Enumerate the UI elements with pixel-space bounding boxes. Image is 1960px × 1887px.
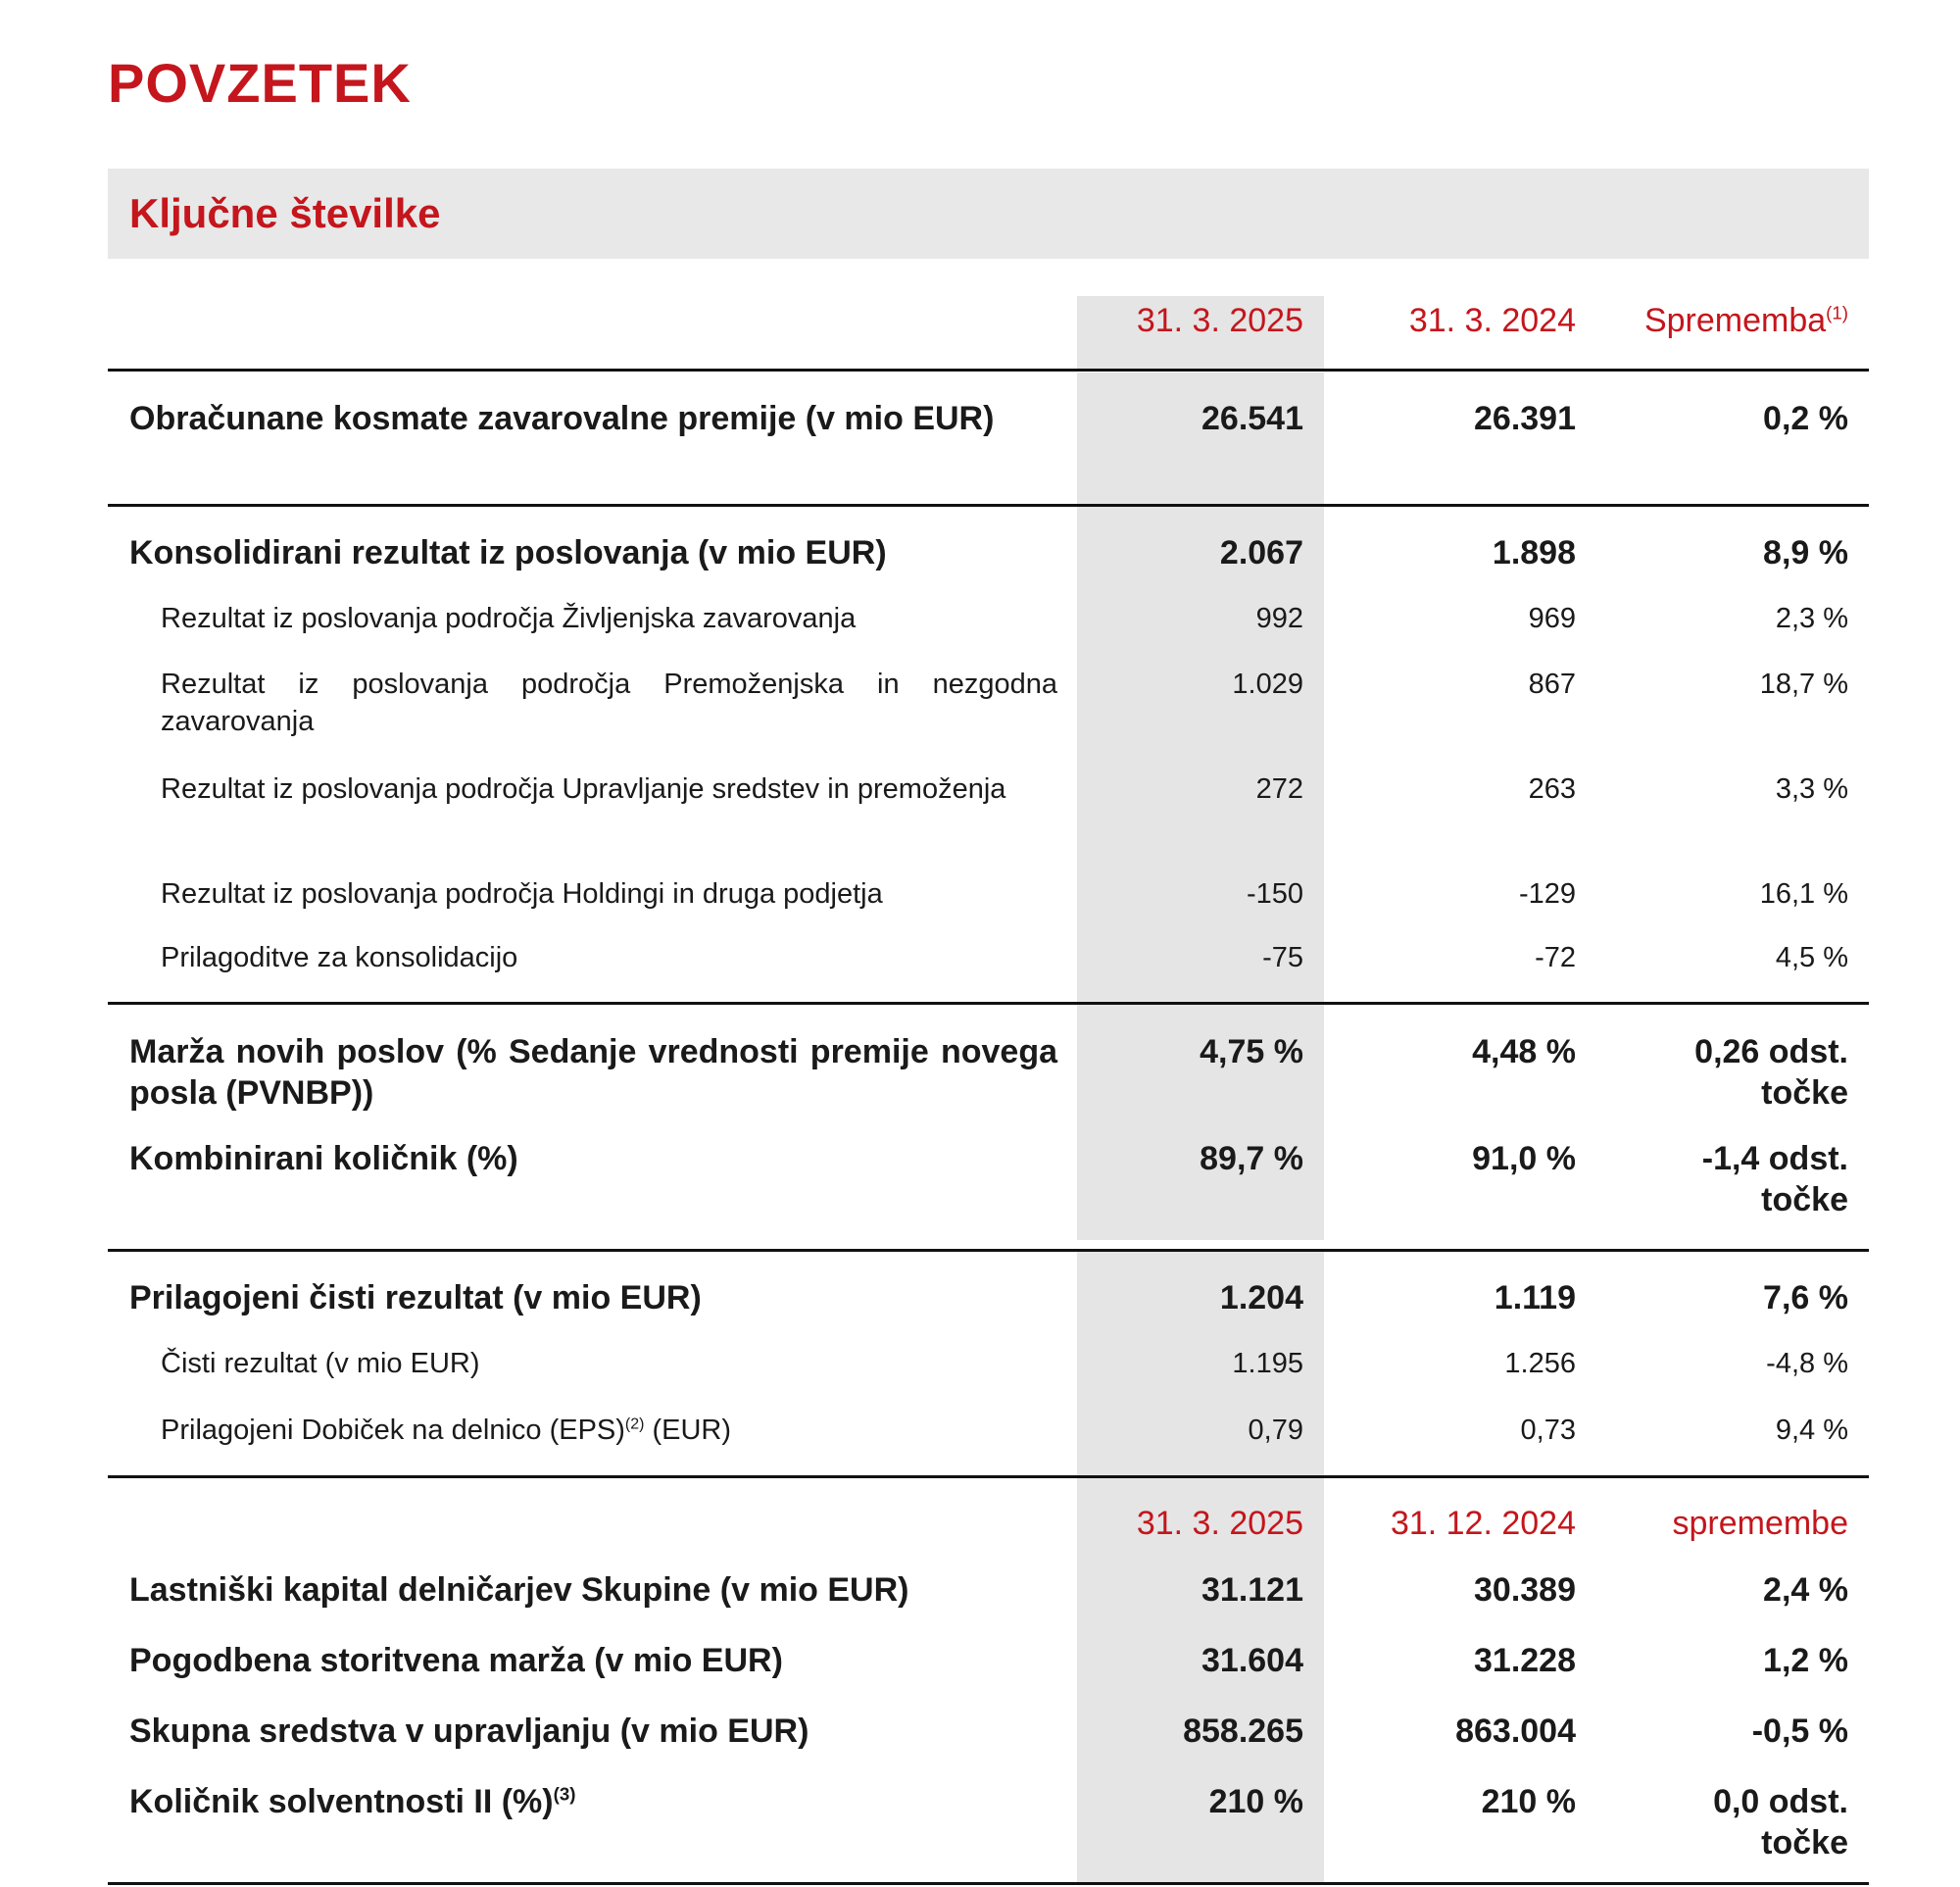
value-2024: 969	[1528, 603, 1576, 634]
value-current: 858.265	[1183, 1713, 1303, 1750]
column-shade	[1077, 507, 1324, 1002]
value-change: 0,2 %	[1763, 400, 1848, 437]
value-change: 2,3 %	[1775, 603, 1848, 634]
value-2025: 89,7 %	[1200, 1140, 1303, 1177]
value-2025: -75	[1262, 942, 1303, 973]
value-previous: 863.004	[1455, 1713, 1576, 1750]
value-change: 4,5 %	[1775, 942, 1848, 973]
value-change: 3,3 %	[1775, 773, 1848, 805]
value-change: 2,4 %	[1763, 1571, 1848, 1609]
row-label: Prilagojeni čisti rezultat (v mio EUR)	[129, 1279, 702, 1316]
row-label: Prilagoditve za konsolidacijo	[161, 942, 518, 973]
column-header-date-1: 31. 3. 2025	[1136, 302, 1303, 339]
row-label: Rezultat iz poslovanja področja Življenjska zavarovanja	[161, 603, 857, 634]
value-2024: -72	[1535, 942, 1576, 973]
value-previous: 30.389	[1474, 1571, 1576, 1609]
value-change: -4,8 %	[1766, 1348, 1848, 1379]
row-label: Skupna sredstva v upravljanju (v mio EUR)	[129, 1713, 809, 1750]
section-title: Ključne številke	[129, 190, 441, 236]
divider	[108, 1475, 1869, 1478]
row-label: Rezultat iz poslovanja področja Holdingi in druga podjetja	[161, 878, 883, 910]
value-current: 31.121	[1201, 1571, 1303, 1609]
value-change: -1,4 odst. točke	[1701, 1140, 1848, 1218]
value-2025: 2.067	[1219, 534, 1303, 571]
value-2025: 0,79	[1248, 1415, 1303, 1446]
value-change: 9,4 %	[1775, 1415, 1848, 1446]
value-2025: 1.195	[1232, 1348, 1303, 1379]
section-banner	[108, 169, 1869, 259]
value-current: 210 %	[1208, 1783, 1303, 1820]
divider	[108, 1002, 1869, 1005]
value-2025: 1.204	[1219, 1279, 1303, 1316]
value-2024: 4,48 %	[1472, 1033, 1576, 1070]
value-2025: 4,75 %	[1200, 1033, 1303, 1070]
value-2024: 263	[1528, 773, 1576, 805]
value-change: -0,5 %	[1751, 1713, 1848, 1750]
value-2024: 1.256	[1504, 1348, 1576, 1379]
value-2024: 26.391	[1474, 400, 1576, 437]
value-2024: 1.898	[1492, 534, 1576, 571]
row-label: Pogodbena storitvena marža (v mio EUR)	[129, 1642, 783, 1679]
value-change: 8,9 %	[1763, 534, 1848, 571]
column-header-change: spremembe	[1672, 1505, 1848, 1542]
row-label: Rezultat iz poslovanja področja Premoženjska in nezgodna zavarovanja	[161, 669, 1057, 737]
value-change: 16,1 %	[1759, 878, 1848, 910]
value-2025: -150	[1246, 878, 1303, 910]
row-label: Marža novih poslov (% Sedanje vrednosti premije novega posla (PVNBP))	[129, 1033, 1057, 1112]
value-2024: 867	[1528, 669, 1576, 700]
value-2024: -129	[1518, 878, 1576, 910]
value-change: 0,0 odst. točke	[1713, 1783, 1848, 1862]
row-label: Konsolidirani rezultat iz poslovanja (v mio EUR)	[129, 534, 887, 571]
value-2025: 26.541	[1201, 400, 1303, 437]
row-label: Čisti rezultat (v mio EUR)	[161, 1348, 480, 1379]
column-header-date-1: 31. 3. 2025	[1136, 1505, 1303, 1542]
row-label: Količnik solventnosti II (%)$^{(3)}$	[129, 1783, 576, 1820]
value-2024: 1.119	[1494, 1279, 1576, 1316]
divider	[108, 1882, 1869, 1885]
value-previous: 210 %	[1481, 1783, 1576, 1820]
row-label: Prilagojeni Dobiček na delnico (EPS)$^{(2)}$ (EUR)	[161, 1415, 732, 1446]
divider	[108, 504, 1869, 507]
divider	[108, 369, 1869, 372]
value-2025: 1.029	[1232, 669, 1303, 700]
value-change: 1,2 %	[1763, 1642, 1848, 1679]
column-header-change: Sprememba$^{(1)}$	[1643, 302, 1848, 339]
row-label: Rezultat iz poslovanja področja Upravljanje sredstev in premoženja	[161, 773, 1006, 805]
value-2024: 91,0 %	[1472, 1140, 1576, 1177]
row-label: Lastniški kapital delničarjev Skupine (v mio EUR)	[129, 1571, 909, 1609]
value-2025: 272	[1255, 773, 1303, 805]
value-2025: 992	[1255, 603, 1303, 634]
row-label: Kombinirani količnik (%)	[129, 1140, 518, 1177]
value-previous: 31.228	[1474, 1642, 1576, 1679]
value-change: 0,26 odst. točke	[1694, 1033, 1848, 1112]
page-title: POVZETEK	[108, 52, 412, 114]
value-current: 31.604	[1201, 1642, 1303, 1679]
divider	[108, 1249, 1869, 1252]
value-change: 7,6 %	[1763, 1279, 1848, 1316]
value-change: 18,7 %	[1759, 669, 1848, 700]
value-2024: 0,73	[1520, 1415, 1576, 1446]
row-label: Obračunane kosmate zavarovalne premije (v mio EUR)	[129, 400, 995, 437]
column-header-date-2: 31. 12. 2024	[1390, 1505, 1576, 1542]
column-header-date-2: 31. 3. 2024	[1408, 302, 1576, 339]
